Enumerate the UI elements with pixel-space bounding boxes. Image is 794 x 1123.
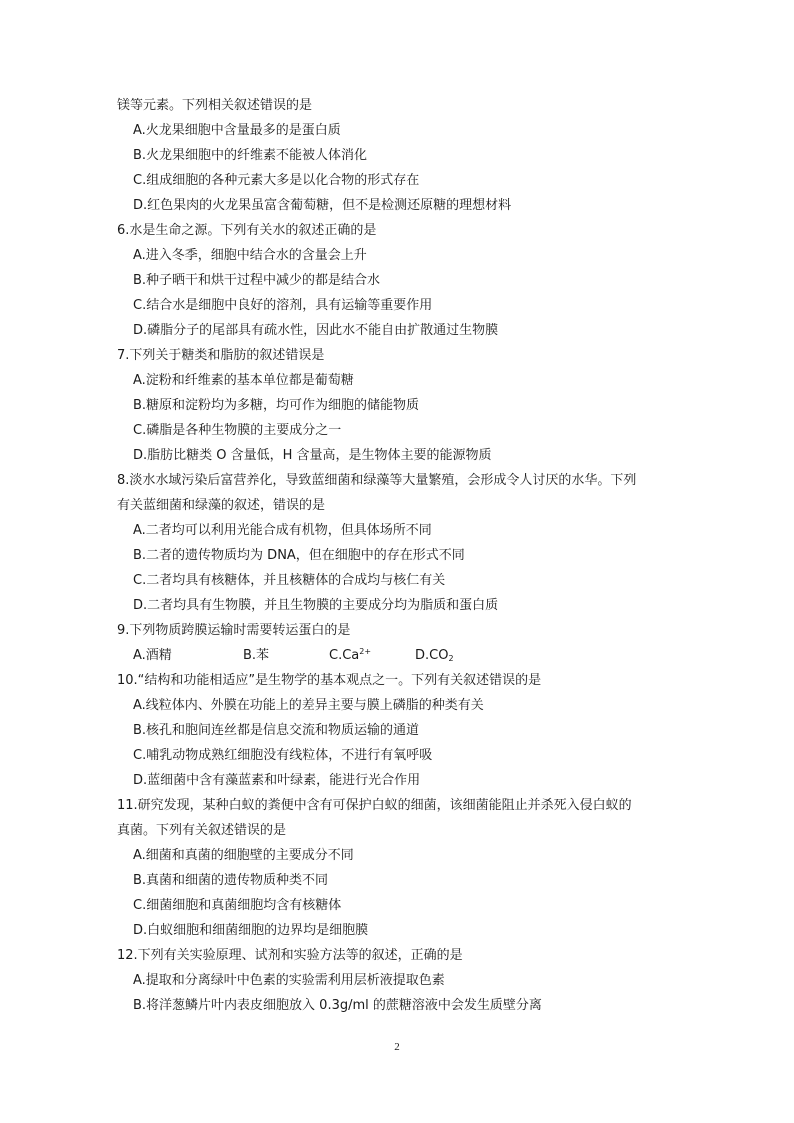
question-10-stem: 10.“结构和功能相适应”是生物学的基本观点之一。下列有关叙述错误的是: [117, 673, 542, 688]
question-7-stem: 7.下列关于糖类和脂肪的叙述错误是: [117, 348, 325, 363]
q11-option-c: C.细菌细胞和真菌细胞均含有核糖体: [133, 898, 342, 913]
question-11-stem-line-1: 11.研究发现，某种白蚁的粪便中含有可保护白蚁的细菌，该细菌能阻止并杀死入侵白蚁的: [117, 798, 632, 813]
q11-option-b: B.真菌和细菌的遗传物质种类不同: [133, 873, 329, 888]
q5-option-c: C.组成细胞的各种元素大多是以化合物的形式存在: [133, 173, 420, 188]
question-8-stem-line-2: 有关蓝细菌和绿藻的叙述，错误的是: [117, 498, 326, 513]
q7-option-b: B.糖原和淀粉均为多糖，均可作为细胞的储能物质: [133, 398, 420, 413]
q7-option-d: D.脂肪比糖类 O 含量低，H 含量高，是生物体主要的能源物质: [133, 448, 492, 463]
q9-option-d-subscript: 2: [448, 654, 454, 663]
q9-option-c-charge: 2+: [359, 647, 372, 656]
q5-option-d: D.红色果肉的火龙果虽富含葡萄糖，但不是检测还原糖的理想材料: [133, 198, 512, 213]
q9-option-d: [415, 643, 495, 668]
q5-option-b: B.火龙果细胞中的纤维素不能被人体消化: [133, 148, 368, 163]
question-6-stem: 6.水是生命之源。下列有关水的叙述正确的是: [117, 223, 377, 238]
q12-option-a: A.提取和分离绿叶中色素的实验需利用层析液提取色素: [133, 973, 445, 988]
question-8-stem-line-1: 8.淡水水域污染后富营养化，导致蓝细菌和绿藻等大量繁殖，会形成令人讨厌的水华。下列: [117, 473, 637, 488]
page-number: 2: [394, 1041, 400, 1053]
q9-option-b: B.苯: [243, 648, 270, 663]
q9-option-d-text: D.CO: [415, 648, 449, 663]
question-content: [117, 93, 692, 1018]
q10-option-b: B.核孔和胞间连丝都是信息交流和物质运输的通道: [133, 723, 420, 738]
q10-option-a: A.线粒体内、外膜在功能上的差异主要与膜上磷脂的种类有关: [133, 698, 484, 713]
question-9-stem: 9.下列物质跨膜运输时需要转运蛋白的是: [117, 623, 351, 638]
q8-option-a: A.二者均可以利用光能合成有机物，但具体场所不同: [133, 523, 432, 538]
question-5-stem-continued: 镁等元素。下列相关叙述错误的是: [117, 98, 313, 113]
q7-option-a: A.淀粉和纤维素的基本单位都是葡萄糖: [133, 373, 354, 388]
q7-option-c: C.磷脂是各种生物膜的主要成分之一: [133, 423, 342, 438]
q12-option-b: B.将洋葱鳞片叶内表皮细胞放入 0.3g/ml 的蔗糖溶液中会发生质壁分离: [133, 998, 542, 1013]
q8-option-d: D.二者均具有生物膜，并且生物膜的主要成分均为脂质和蛋白质: [133, 598, 499, 613]
q10-option-c: C.哺乳动物成熟红细胞没有线粒体，不进行有氧呼吸: [133, 748, 433, 763]
q10-option-d: D.蓝细菌中含有藻蓝素和叶绿素，能进行光合作用: [133, 773, 421, 788]
q9-options-row: [117, 643, 692, 668]
q6-option-d: D.磷脂分子的尾部具有疏水性，因此水不能自由扩散通过生物膜: [133, 323, 499, 338]
q11-option-d: D.白蚁细胞和细菌细胞的边界均是细胞膜: [133, 923, 369, 938]
q6-option-c: C.结合水是细胞中良好的溶剂，具有运输等重要作用: [133, 298, 433, 313]
q6-option-a: A.进入冬季，细胞中结合水的含量会上升: [133, 248, 367, 263]
question-12-stem: 12.下列有关实验原理、试剂和实验方法等的叙述，正确的是: [117, 948, 463, 963]
q9-option-c-text: C.Ca: [329, 648, 360, 663]
q8-option-c: C.二者均具有核糖体，并且核糖体的合成均与核仁有关: [133, 573, 446, 588]
q9-option-a: A.酒精: [133, 648, 172, 663]
q6-option-b: B.种子晒干和烘干过程中减少的都是结合水: [133, 273, 381, 288]
q11-option-a: A.细菌和真菌的细胞壁的主要成分不同: [133, 848, 354, 863]
question-11-stem-line-2: 真菌。下列有关叙述错误的是: [117, 823, 287, 838]
q9-option-c: [329, 643, 415, 668]
q8-option-b: B.二者的遗传物质均为 DNA，但在细胞中的存在形式不同: [133, 548, 465, 563]
q5-option-a: A.火龙果细胞中含量最多的是蛋白质: [133, 123, 341, 138]
